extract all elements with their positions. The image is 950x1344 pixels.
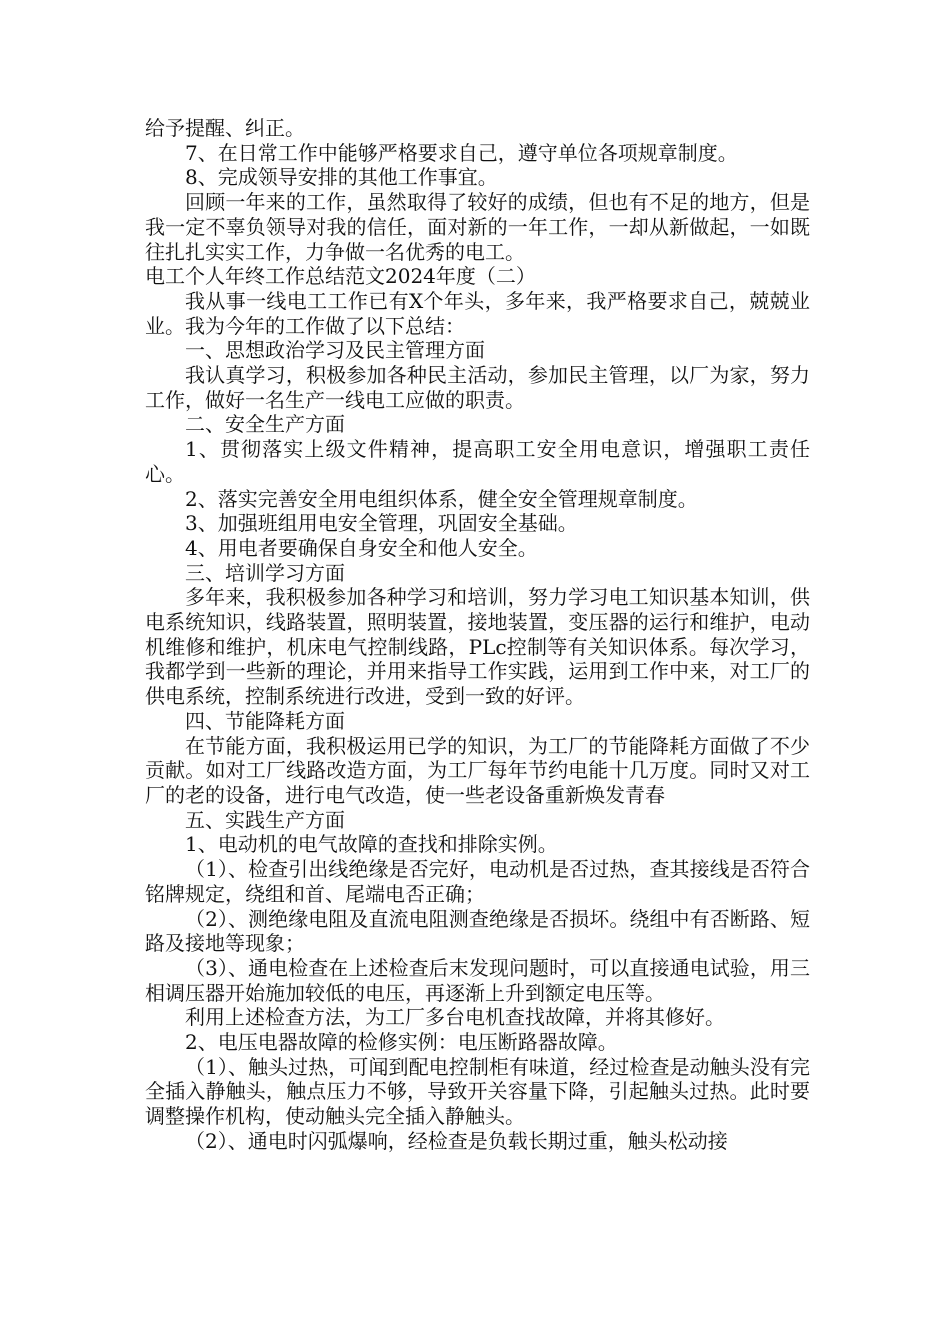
section-heading: 电工个人年终工作总结范文2024年度（二） — [145, 264, 536, 289]
list-item: 1、电动机的电气故障的查找和排除实例。 — [185, 832, 558, 857]
paragraph: 在节能方面，我积极运用已学的知识，为工厂的节能降耗方面做了不少贡献。如对工厂线路改造方面，为工厂每年节约电能十几万度。同时又对工厂的老的设备，进行电气改造，使一些老设备重新焕发青春 — [145, 733, 810, 807]
section-heading: 二、安全生产方面 — [185, 412, 345, 437]
paragraph: 我认真学习，积极参加各种民主活动，参加民主管理，以厂为家，努力工作，做好一名生产一线电工应做的职责。 — [145, 363, 810, 412]
paragraph: 给予提醒、纠正。 — [145, 116, 305, 140]
list-item: 3、加强班组用电安全管理，巩固安全基础。 — [185, 511, 578, 536]
list-item: （1）、触头过热，可闻到配电控制柜有味道，经过检查是动触头没有完全插入静触头，触点压力不够，导致开关容量下降，引起触头过热。此时要调整操作机构，使动触头完全插入静触头。 — [145, 1054, 810, 1129]
paragraph: 利用上述检查方法，为工厂多台电机查找故障，并将其修好。 — [185, 1005, 725, 1030]
document-body — [145, 116, 810, 1154]
section-heading: 四、节能降耗方面 — [185, 708, 345, 733]
list-item: （1）、检查引出线绝缘是否完好，电动机是否过热，查其接线是否符合铭牌规定，绕组和首、尾端电否正确； — [145, 857, 810, 906]
paragraph: 8、完成领导安排的其他工作事宜。 — [185, 165, 498, 190]
list-item: 4、用电者要确保自身安全和他人安全。 — [185, 535, 538, 560]
list-item: （2）、通电时闪弧爆响，经检查是负载长期过重，触头松动接 — [185, 1128, 728, 1153]
section-heading: 一、思想政治学习及民主管理方面 — [185, 338, 485, 363]
section-heading: 五、实践生产方面 — [185, 807, 345, 832]
list-item: 2、落实完善安全用电组织体系，健全安全管理规章制度。 — [185, 486, 698, 511]
list-item: （2）、测绝缘电阻及直流电阻测查绝缘是否损坏。绕组中有否断路、短路及接地等现象； — [145, 906, 810, 956]
list-item: 2、电压电器故障的检修实例：电压断路器故障。 — [185, 1030, 618, 1055]
section-heading: 三、培训学习方面 — [185, 560, 345, 585]
paragraph: 7、在日常工作中能够严格要求自己，遵守单位各项规章制度。 — [185, 140, 738, 165]
paragraph: 多年来，我积极参加各种学习和培训，努力学习电工知识基本知训，供电系统知识，线路装置，照明装置，接地装置，变压器的运行和维护，电动机维修和维护，机床电气控制线路，PLc控制等有关知识体系。每次学习，我都学到一些新的理论，并用来指导工作实践，运用到工作中来，对工厂的供电系统，控制系统进行改进，受到一致的好评。 — [145, 585, 810, 709]
paragraph: 回顾一年来的工作，虽然取得了较好的成绩，但也有不足的地方，但是我一定不辜负领导对我的信任，面对新的一年工作，一却从新做起，一如既往扎扎实实工作，力争做一名优秀的电工。 — [145, 190, 810, 264]
paragraph: 我从事一线电工工作已有X个年头，多年来，我严格要求自己，兢兢业业。我为今年的工作做了以下总结： — [145, 288, 810, 338]
list-item: 1、贯彻落实上级文件精神，提高职工安全用电意识，增强职工责任心。 — [145, 437, 810, 486]
list-item: （3）、通电检查在上述检查后末发现问题时，可以直接通电试验，用三相调压器开始施加较低的电压，再逐渐上升到额定电压等。 — [145, 955, 810, 1005]
